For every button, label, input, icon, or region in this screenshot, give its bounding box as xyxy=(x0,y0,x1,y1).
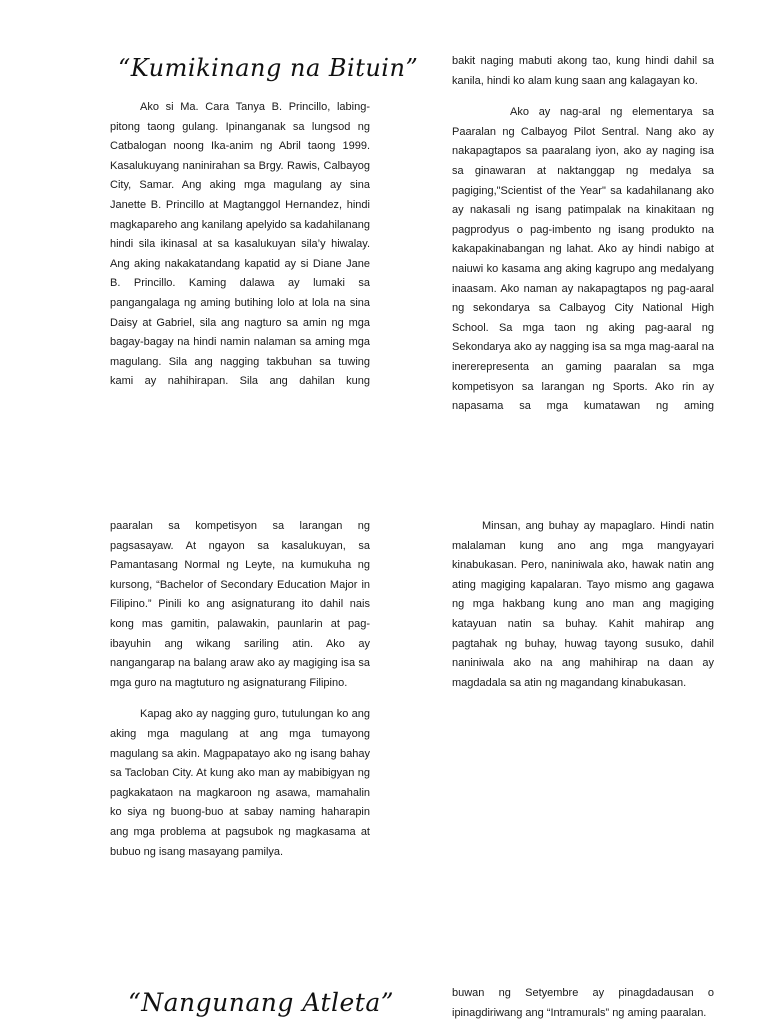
paragraph: Ako si Ma. Cara Tanya B. Princillo, labing-pitong taong gulang. Ipinanganak sa lungsod ng Catbalogan noong Ika-anim ng Abril taong 1999. Kasalukuyang naninirahan sa Brgy. Rawis, Calbayog City, Samar. Ang aking mga magulang ay sina Janette B. Princillo at Magtanggol Hernandez, hindi magkapareho ang kanilang apelyido sa kadahilanang hindi sila ikinasal at sa kasalukuyan sila’y hiwalay. Ang aking nakakatandang kapatid ay si Diane Jane B. Princillo. Kaming dalawa ay lumaki sa pangangalaga ng aming butihing lolo at lola na sina Daisy at Gabriel, sila ang nagturo sa amin ng mga bagay-bagay na hindi namin nalaman sa aming mga magulang. Sila ang nagging takbuhan sa tuwing kami ay nahihirapan. Sila ang dahilan kung xyxy=(110,101,370,388)
page1-right-column xyxy=(452,52,714,417)
page1-left-column xyxy=(110,98,370,392)
paragraph: Minsan, ang buhay ay mapaglaro. Hindi natin malalaman kung ano ang mga mangyayari kinabukasan. Pero, naniniwala ako, hawak natin ang ating magiging kapalaran. Tayo mismo ang gagawa ng mga hakbang kung ano man ang magiging katayuan natin sa buhay. Kahit mahirap ang pagtahak ng buhay, huwag tayong susuko, dahil naniniwala ako na ang mahihirap na daan ay magdadala sa atin ng magandang kinabukasan. xyxy=(452,520,714,689)
paragraph: paaralan sa kompetisyon sa larangan ng pagsasayaw. At ngayon sa kasalukuyan, sa Pamantasang Normal ng Leyte, na kumukuha ng kursong, “Bachelor of Secondary Education Major in Filipino.” Pinili ko ang asignaturang ito dahil nais kong mas gamitin, palawakin, paunlarin at pag-ibayuhin ang wikang sariling atin. Ako ay nangangarap na balang araw ako ay magiging isa sa mga guro na magtuturo ng asignaturang Filipino. xyxy=(110,520,370,689)
page2-left-column xyxy=(110,517,370,862)
page3-right-column xyxy=(452,984,714,1023)
paragraph: bakit naging mabuti akong tao, kung hindi dahil sa kanila, hindi ko alam kung saan ang kalagayan ko. xyxy=(452,55,714,87)
essay-title-kumikinang-na-bituin: “Kumikinang na Bituin” xyxy=(118,54,419,82)
paragraph: buwan ng Setyembre ay pinagdadausan o ipinagdiriwang ang “Intramurals” ng aming paaralan. xyxy=(452,987,714,1019)
paragraph: Kapag ako ay nagging guro, tutulungan ko ang aking mga magulang at ang mga tumayong magulang sa akin. Magpapatayo ako ng isang bahay sa Tacloban City. At kung ako man ay mabibigyan ng pagkakataon na magkaroon ng asawa, mamahalin ko siya ng buong-buo at sabay naming haharapin ang mga problema at pagsubok ng magkasama at bubuo ng isang masayang pamilya. xyxy=(110,708,370,858)
paragraph: Ako ay nag-aral ng elementarya sa Paaralan ng Calbayog Pilot Sentral. Nang ako ay nakapagtapos sa paaralang iyon, ako ay naging isa sa ginawaran at naktanggap ng medalya sa pagiging,"Scientist of the Year" sa kadahilanang ako ay nakasali ng isang patimpalak na kinakitaan ng pagprodyus o pag-imbento ng isang produkto na kakapakinabangan ng lahat. Ako ay hindi nabigo at naiuwi ko kasama ang aking kagrupo ang medalyang inaasam. Ako naman ay nakapagtapos ng pag-aaral ng sekondarya sa Calbayog City National High School. Sa mga taon ng aking pag-aaral ng Sekondarya ako ay nagging isa sa mga mag-aaral na inererepresenta an gaming paaralan sa mga kompetisyon sa larangan ng Sports. Ako rin ay napasama sa mga kumatawan ng aming xyxy=(452,106,714,413)
page2-right-column xyxy=(452,517,714,693)
essay-title-nangunang-atleta: “Nangunang Atleta” xyxy=(128,988,395,1017)
